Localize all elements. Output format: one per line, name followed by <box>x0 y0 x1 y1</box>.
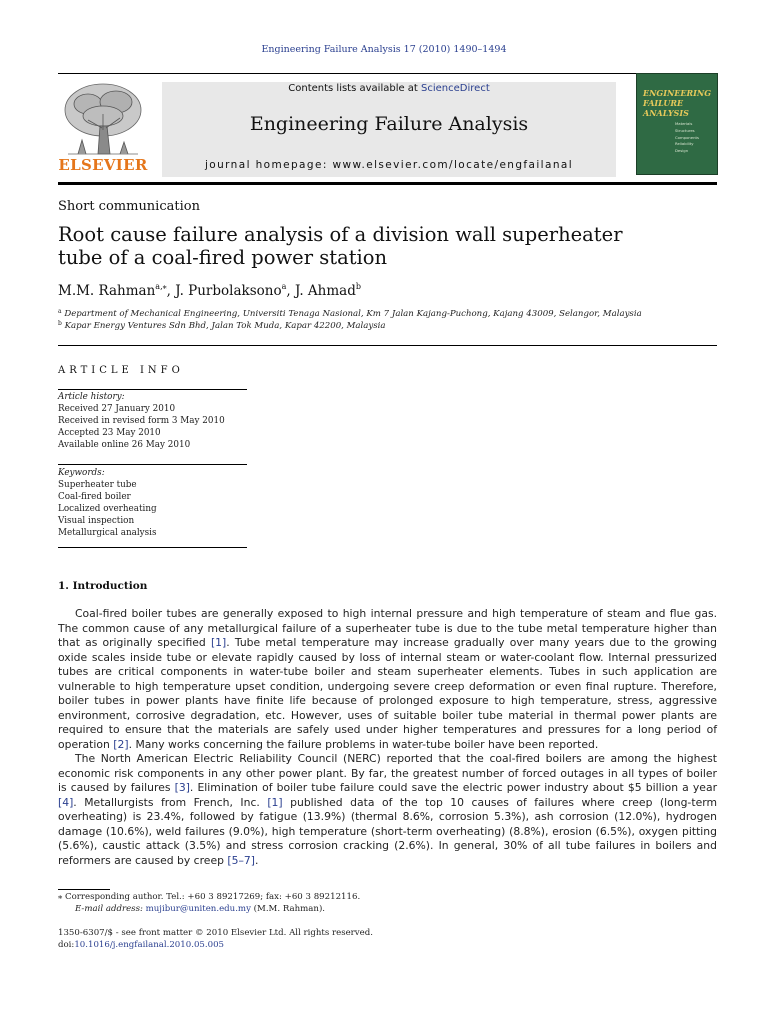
footnote-rule <box>58 889 110 890</box>
keyword: Visual inspection <box>58 516 135 526</box>
article-type: Short communication <box>58 199 200 214</box>
citation-link[interactable]: [2] <box>113 737 129 751</box>
info-rule <box>58 389 247 390</box>
cover-topic: Components <box>675 134 700 140</box>
paragraph-text: The North American Electric Reliability Council (NERC) reported that the coal-fired boilers are among the highest economic risk components in any other power plant. By far, the greatest number of forced outages in all types of boiler is caused by failures <box>58 752 717 794</box>
affiliation <box>58 308 642 319</box>
email-label: E-mail address: <box>75 904 146 914</box>
email-suffix: (M.M. Rahman). <box>250 904 326 914</box>
article-history <box>58 391 225 451</box>
citation-link[interactable]: [4] <box>58 795 74 809</box>
history-item: Available online 26 May 2010 <box>58 440 191 450</box>
paragraph-text: . <box>254 853 259 867</box>
history-label: Article history: <box>58 392 125 402</box>
heading-rule <box>58 345 717 346</box>
section-heading: 1. Introduction <box>58 580 148 592</box>
paragraph-text: . Tube metal temperature may increase gradually over many years due to the growing oxide scales inside tube or elevate rapidly caused by loss of internal steam or water-coolant flow. Internal pressurized tubes are critical components in water-tube boiler and steam superheater elements. Tubes in such application are vulnerable to high temperature upset condition, undergoing severe creep deformation or even final rupture. Therefore, boiler tubes in power plants have finite life because of prolonged exposure to high temperature, stress, aggressive environment, corrosive degradation, etc. However, uses of suitable boiler tube material in thermal power plants are required to ensure that the materials are safely used under higher temperatures and pressures for a long period of operation <box>58 636 717 751</box>
paragraph-text: . Metallurgists from French, Inc. <box>73 795 268 809</box>
affiliation-mark: a <box>58 308 62 315</box>
cover-topic: Reliability <box>675 141 694 147</box>
article-title: Root cause failure analysis of a division wall superheater tube of a coal-fired power station <box>58 223 623 269</box>
cover-title <box>643 88 711 118</box>
author-separator: , <box>286 283 295 299</box>
doi-line <box>58 940 224 952</box>
cover-topic: Materials <box>675 121 693 126</box>
keyword: Superheater tube <box>58 480 137 490</box>
doi-label: doi: <box>58 940 75 950</box>
citation-link[interactable]: [3] <box>174 781 190 794</box>
citation-link[interactable]: [1] <box>210 636 227 649</box>
corresponding-author-note: ⁎ Corresponding author. Tel.: +60 3 89217269; fax: +60 3 89212116. <box>58 892 361 902</box>
author-name[interactable]: M.M. Rahman <box>58 283 156 299</box>
doi-link[interactable]: 10.1016/j.engfailanal.2010.05.005 <box>74 940 225 950</box>
affiliation-mark: b <box>58 320 62 327</box>
history-item: Accepted 23 May 2010 <box>58 428 161 438</box>
author-list <box>58 282 361 299</box>
author-name[interactable]: J. Purbolaksono <box>175 283 282 299</box>
cover-topic: Design <box>675 148 689 154</box>
contents-line <box>162 83 616 94</box>
article-info-heading: ARTICLE INFO <box>58 365 184 376</box>
author-separator: , <box>166 283 176 299</box>
paragraph-text: . Elimination of boiler tube failure could save the electric power industry about $5 billion a year <box>189 781 718 794</box>
info-rule <box>58 464 247 465</box>
citation-link[interactable]: [5–7] <box>227 853 255 867</box>
masthead-rule <box>58 182 717 185</box>
journal-homepage[interactable]: journal homepage: www.elsevier.com/locate/engfailanal <box>204 159 574 171</box>
history-item: Received 27 January 2010 <box>58 404 176 414</box>
author-name[interactable]: J. Ahmad <box>294 283 356 299</box>
paragraph-text: . Many works concerning the failure problems in water-tube boiler have been reported. <box>128 737 599 751</box>
cover-topic-list <box>675 121 699 155</box>
paragraph-text: Coal-fired boiler tubes are generally exposed to high internal pressure and high temperature of steam and flue gas. The common cause of any metallurgical failure of a superheater tube is due to the tube metal temperature higher than that as originally specified <box>58 607 717 649</box>
history-item: Received in revised form 3 May 2010 <box>58 416 225 426</box>
cover-topic: Structures <box>675 127 695 133</box>
keyword: Coal-fired boiler <box>58 492 131 502</box>
cover-title-line: FAILURE <box>643 98 684 108</box>
author-affiliation-mark[interactable]: a <box>281 282 287 291</box>
sciencedirect-link[interactable]: ScienceDirect <box>421 83 490 94</box>
keyword: Metallurgical analysis <box>58 528 157 538</box>
header-rule <box>58 73 717 74</box>
paragraph-text: published data of the top 10 causes of failures where creep (long-term overheating) is 23.4%, followed by fatigue (13.9%) (thermal 8.6%, corrosion 5.3%), ash corrosion (12.0%), hydrogen damage (10.6%), weld failures (9.0%), high temperature (short-term overheating) (8.8%), erosion (6.5%), oxygen pitting (5.6%), caustic attack (3.5%) and stress corrosion cracking (2.6%). In general, 30% of all tube failures in boilers and reformers are caused by creep <box>58 795 717 867</box>
author-affiliation-mark[interactable]: b <box>355 282 361 291</box>
info-rule <box>58 547 247 548</box>
email-link[interactable]: mujibur@uniten.edu.my <box>145 904 251 914</box>
journal-cover-thumbnail <box>636 73 718 175</box>
citation-link[interactable]: [1] <box>267 795 283 809</box>
cover-title-line: ENGINEERING <box>643 88 712 98</box>
affiliation <box>58 320 386 331</box>
journal-reference[interactable]: Engineering Failure Analysis 17 (2010) 1490–1494 <box>261 44 507 55</box>
affiliation-text: Kapar Energy Ventures Sdn Bhd, Jalan Tok Muda, Kapar 42200, Malaysia <box>64 321 386 331</box>
cover-title-line: ANALYSIS <box>643 108 689 118</box>
contents-prefix: Contents lists available at <box>288 83 422 94</box>
introduction-body <box>58 607 717 868</box>
keyword: Localized overheating <box>58 504 157 514</box>
paragraph <box>58 752 717 868</box>
elsevier-wordmark: ELSEVIER <box>58 156 148 174</box>
journal-title: Engineering Failure Analysis <box>249 113 529 135</box>
keywords-label: Keywords: <box>58 468 105 478</box>
keywords <box>58 467 157 539</box>
email-note <box>75 904 325 916</box>
copyright-line: 1350-6307/$ - see front matter © 2010 Elsevier Ltd. All rights reserved. <box>58 928 373 938</box>
author-affiliation-mark[interactable]: a,⁎ <box>155 282 167 291</box>
paragraph <box>58 607 717 752</box>
affiliation-text: Department of Mechanical Engineering, Universiti Tenaga Nasional, Km 7 Jalan Kajang-Puchong, Kajang 43009, Selangor, Malaysia <box>64 309 642 319</box>
